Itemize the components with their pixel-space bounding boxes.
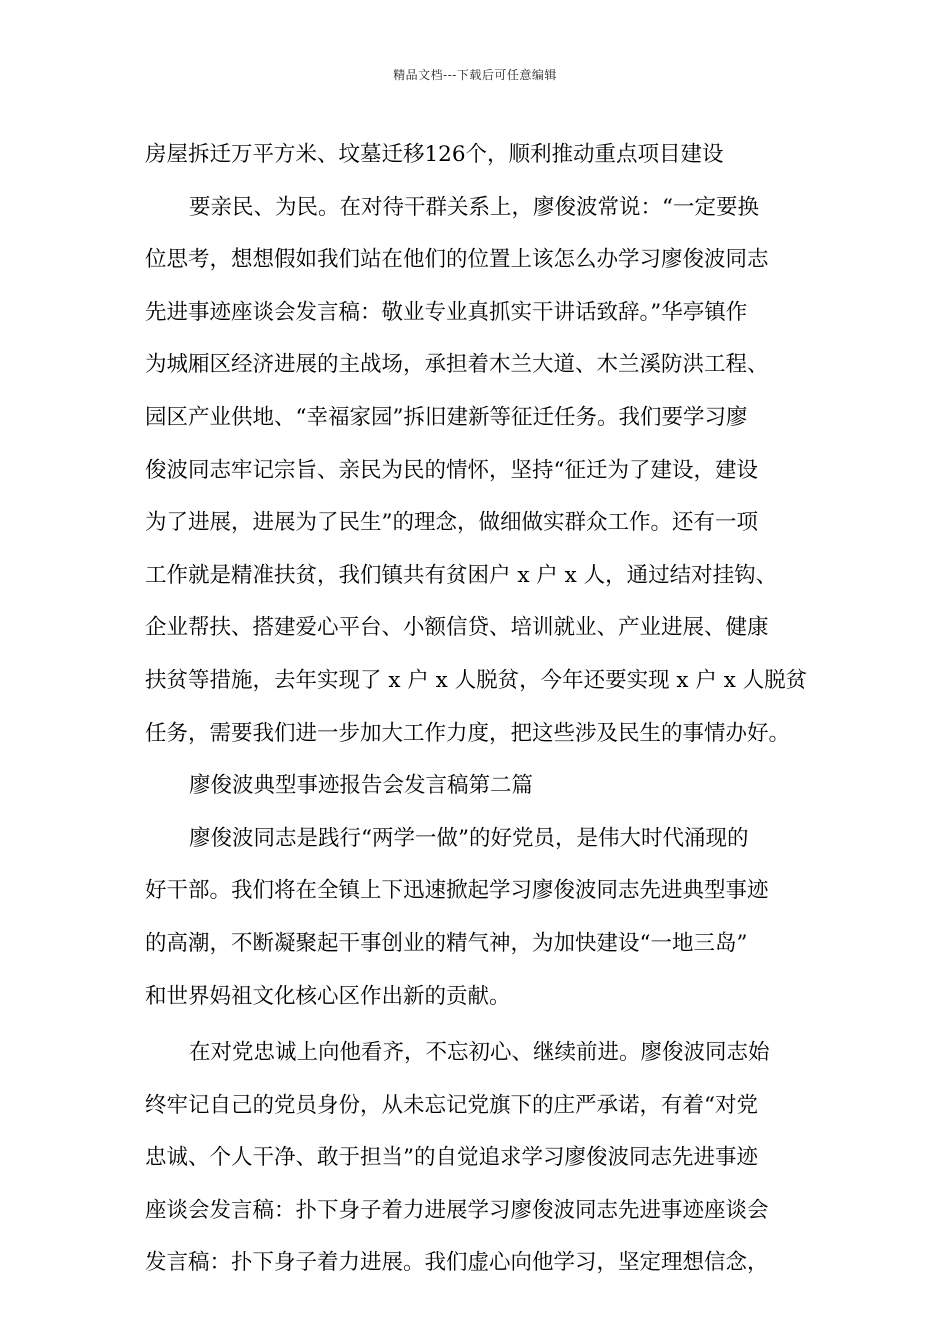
paragraph-line: 好干部。我们将在全镇上下迅速掀起学习廖俊波同志先进典型事迹 [145, 878, 769, 904]
page-header: 精品文档---下载后可任意编辑 [393, 68, 557, 82]
section-heading: 廖俊波典型事迹报告会发言稿第二篇 [189, 773, 534, 799]
paragraph-line: 工作就是精准扶贫，我们镇共有贫困户 x 户 x 人，通过结对挂钩、 [145, 562, 778, 588]
paragraph-line: 和世界妈祖文化核心区作出新的贡献。 [145, 983, 511, 1009]
paragraph-line: 扶贫等措施，去年实现了 x 户 x 人脱贫，今年还要实现 x 户 x 人脱贫 [145, 667, 808, 693]
paragraph-line: 忠诚、个人干净、敢于担当”的自觉追求学习廖俊波同志先进事迹 [145, 1145, 758, 1171]
paragraph-line: 园区产业供地、“幸福家园”拆旧建新等征迁任务。我们要学习廖 [145, 404, 748, 430]
paragraph-line: 终牢记自己的党员身份，从未忘记党旗下的庄严承诺，有着“对党 [145, 1092, 758, 1118]
document-body [145, 129, 808, 1290]
paragraph-line: 先进事迹座谈会发言稿：敬业专业真抓实干讲话致辞。”华亭镇作 [145, 299, 748, 325]
paragraph-line: 廖俊波同志是践行“两学一做”的好党员，是伟大时代涌现的 [189, 825, 749, 851]
paragraph-line: 在对党忠诚上向他看齐，不忘初心、继续前进。廖俊波同志始 [189, 1040, 770, 1066]
paragraph-line: 为城厢区经济进展的主战场，承担着木兰大道、木兰溪防洪工程、 [145, 352, 769, 378]
paragraph-line: 俊波同志牢记宗旨、亲民为民的情怀，坚持“征迁为了建设，建设 [145, 457, 758, 483]
paragraph-line: 企业帮扶、搭建爱心平台、小额信贷、培训就业、产业进展、健康 [145, 615, 769, 641]
paragraph-line: 要亲民、为民。在对待干群关系上，廖俊波常说：“一定要换 [189, 194, 759, 220]
paragraph-line: 为了进展，进展为了民生”的理念，做细做实群众工作。还有一项 [145, 510, 758, 536]
paragraph-line: 的高潮，不断凝聚起干事创业的精气神，为加快建设“一地三岛” [145, 930, 748, 956]
paragraph-line: 位思考，想想假如我们站在他们的位置上该怎么办学习廖俊波同志 [145, 247, 769, 273]
paragraph-line: 房屋拆迁万平方米、坟墓迁移126个，顺利推动重点项目建设 [145, 142, 724, 167]
paragraph-line: 发言稿：扑下身子着力进展。我们虚心向他学习，坚定理想信念， [145, 1250, 769, 1276]
paragraph-line: 座谈会发言稿：扑下身子着力进展学习廖俊波同志先进事迹座谈会 [145, 1197, 769, 1223]
paragraph-line: 任务，需要我们进一步加大工作力度，把这些涉及民生的事情办好。 [145, 720, 791, 746]
